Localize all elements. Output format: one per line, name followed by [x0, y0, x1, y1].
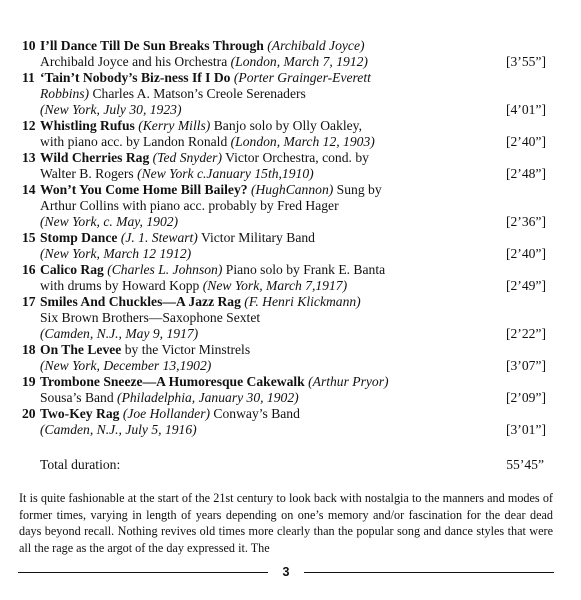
track-title: Two-Key Rag	[40, 406, 120, 421]
track-duration: [4’01”]	[505, 102, 546, 117]
track-credit-text: Conway’s Band	[210, 406, 300, 421]
track-title: Smiles And Chuckles—A Jazz Rag	[40, 294, 241, 309]
page-footer	[18, 565, 554, 579]
track-number: 20	[22, 406, 36, 421]
track-credit-text: Six Brown Brothers—Saxophone Sextet	[40, 310, 261, 325]
track-number: 12	[22, 118, 36, 133]
track-credit-italic: (Arthur Pryor)	[304, 374, 389, 389]
track-credit-text: Victor Military Band	[197, 230, 315, 245]
track-credit-text: Piano solo by Frank E. Banta	[222, 262, 386, 277]
track-credit-italic: (New York, December 13,1902)	[40, 358, 212, 373]
track-credit	[121, 342, 250, 357]
track-line	[22, 166, 556, 182]
track-line	[22, 390, 556, 406]
track-line	[22, 294, 556, 310]
track-entry	[22, 150, 556, 182]
track-number: 10	[22, 38, 36, 53]
track-line	[22, 198, 556, 214]
track-credit-italic: (New York, March 12 1912)	[40, 246, 192, 261]
track-entry	[22, 374, 556, 406]
track-line	[22, 406, 556, 422]
track-line	[22, 214, 556, 230]
track-duration: [3’01”]	[505, 422, 546, 437]
track-line	[22, 118, 556, 134]
track-number: 13	[22, 150, 36, 165]
total-duration-row	[40, 457, 544, 473]
track-line	[22, 310, 556, 326]
track-credit-text: Banjo solo by Olly Oakley,	[210, 118, 362, 133]
footer-rule-left	[18, 572, 268, 573]
track-title: Whistling Rufus	[40, 118, 135, 133]
track-credit-italic: (Ted Snyder)	[149, 150, 222, 165]
track-credit-italic: (London, March 12, 1903)	[230, 134, 375, 149]
track-credit	[264, 38, 365, 53]
liner-notes	[19, 490, 553, 556]
track-credit	[104, 262, 385, 277]
track-number: 14	[22, 182, 36, 197]
track-credit-italic: Robbins)	[40, 86, 90, 101]
track-entry	[22, 38, 556, 70]
total-duration-value: 55’45”	[506, 457, 544, 472]
track-credit-italic: (HughCannon)	[247, 182, 334, 197]
track-title: Trombone Sneeze—A Humoresque Cakewalk	[40, 374, 305, 389]
track-line	[22, 70, 556, 86]
track-credit-text: Arthur Collins with piano acc. probably by Fred Hager	[40, 198, 339, 213]
track-line	[22, 262, 556, 278]
track-line	[22, 150, 556, 166]
track-credit	[149, 150, 369, 165]
track-credit	[119, 406, 299, 421]
page-number: 3	[282, 565, 290, 579]
track-entry	[22, 406, 556, 438]
track-entry	[22, 70, 556, 118]
track-credit-text: Archibald Joyce and his Orchestra	[40, 54, 231, 69]
track-credit-italic: (Joe Hollander)	[119, 406, 211, 421]
track-credit	[248, 182, 382, 197]
track-credit-italic: (New York, July 30, 1923)	[40, 102, 182, 117]
track-credit	[241, 294, 361, 309]
track-entry	[22, 182, 556, 230]
track-line	[22, 38, 556, 54]
track-duration: [3’55”]	[505, 54, 546, 69]
track-line	[22, 326, 556, 342]
track-entry	[22, 118, 556, 150]
track-entry	[22, 262, 556, 294]
track-credit-text: Walter B. Rogers	[40, 166, 138, 181]
track-line	[22, 86, 556, 102]
track-duration: [3’07”]	[505, 358, 546, 373]
track-number: 11	[22, 70, 35, 85]
track-title: I’ll Dance Till De Sun Breaks Through	[40, 38, 264, 53]
track-credit	[230, 70, 370, 85]
track-title: On The Levee	[40, 342, 122, 357]
liner-notes-paragraph: It is quite fashionable at the start of the 21st century to look back with nostalgia to the manners and modes of former times, varying in length of years depending on one’s memory and/or fascination for the dear dead days beyond recall. Nothing revives old times more clearly than the popular song and dance styles that were all the rage as the argot of the day expressed it. The	[19, 491, 553, 555]
track-duration: [2’09”]	[505, 390, 546, 405]
track-credit-text: Sung by	[333, 182, 382, 197]
track-credit-italic: (Porter Grainger-Everett	[230, 70, 371, 85]
track-line	[22, 342, 556, 358]
track-line	[22, 358, 556, 374]
track-number: 17	[22, 294, 36, 309]
track-credit-italic: (Charles L. Johnson)	[103, 262, 223, 277]
track-line	[22, 182, 556, 198]
track-line	[22, 278, 556, 294]
track-credit-text: with piano acc. by Landon Ronald	[40, 134, 231, 149]
track-credit-text: Charles A. Matson’s Creole Serenaders	[89, 86, 306, 101]
track-line	[22, 422, 556, 438]
track-credit-italic: (Philadelphia, January 30, 1902)	[117, 390, 299, 405]
track-number: 19	[22, 374, 36, 389]
track-line	[22, 102, 556, 118]
track-credit	[305, 374, 389, 389]
track-credit-text: Sousa’s Band	[40, 390, 118, 405]
track-duration: [2’22”]	[505, 326, 546, 341]
total-duration-label: Total duration:	[40, 457, 121, 472]
track-credit-italic: (F. Henri Klickmann)	[240, 294, 361, 309]
track-credit-italic: (Kerry Mills)	[134, 118, 211, 133]
track-credit-italic: (New York, March 7,1917)	[202, 278, 348, 293]
track-credit-text: by the Victor Minstrels	[121, 342, 251, 357]
track-credit-text: with drums by Howard Kopp	[40, 278, 203, 293]
track-entry	[22, 342, 556, 374]
track-number: 18	[22, 342, 36, 357]
track-duration: [2’49”]	[505, 278, 546, 293]
track-duration: [2’48”]	[505, 166, 546, 181]
track-title: Won’t You Come Home Bill Bailey?	[40, 182, 248, 197]
track-title: Stomp Dance	[40, 230, 118, 245]
track-duration: [2’36”]	[505, 214, 546, 229]
track-duration: [2’40”]	[505, 134, 546, 149]
track-credit	[135, 118, 362, 133]
track-credit-text: Victor Orchestra, cond. by	[222, 150, 369, 165]
track-line	[22, 374, 556, 390]
track-credit	[117, 230, 315, 245]
track-duration: [2’40”]	[505, 246, 546, 261]
track-credit-italic: (Archibald Joyce)	[263, 38, 365, 53]
track-credit-italic: (London, March 7, 1912)	[230, 54, 368, 69]
track-credit-italic: (Camden, N.J., July 5, 1916)	[40, 422, 197, 437]
track-entry	[22, 230, 556, 262]
track-credit-italic: (J. 1. Stewart)	[117, 230, 198, 245]
track-number: 15	[22, 230, 36, 245]
track-line	[22, 246, 556, 262]
footer-rule-right	[304, 572, 554, 573]
track-list	[22, 38, 556, 438]
track-credit-italic: (New York c.January 15th,1910)	[137, 166, 314, 181]
track-number: 16	[22, 262, 36, 277]
track-line	[22, 134, 556, 150]
track-title: Calico Rag	[40, 262, 104, 277]
track-title: Wild Cherries Rag	[40, 150, 150, 165]
track-credit-italic: (Camden, N.J., May 9, 1917)	[40, 326, 199, 341]
track-entry	[22, 294, 556, 342]
track-line	[22, 230, 556, 246]
track-line	[22, 54, 556, 70]
track-credit-italic: (New York, c. May, 1902)	[40, 214, 179, 229]
track-title: ‘Tain’t Nobody’s Biz-ness If I Do	[40, 70, 231, 85]
